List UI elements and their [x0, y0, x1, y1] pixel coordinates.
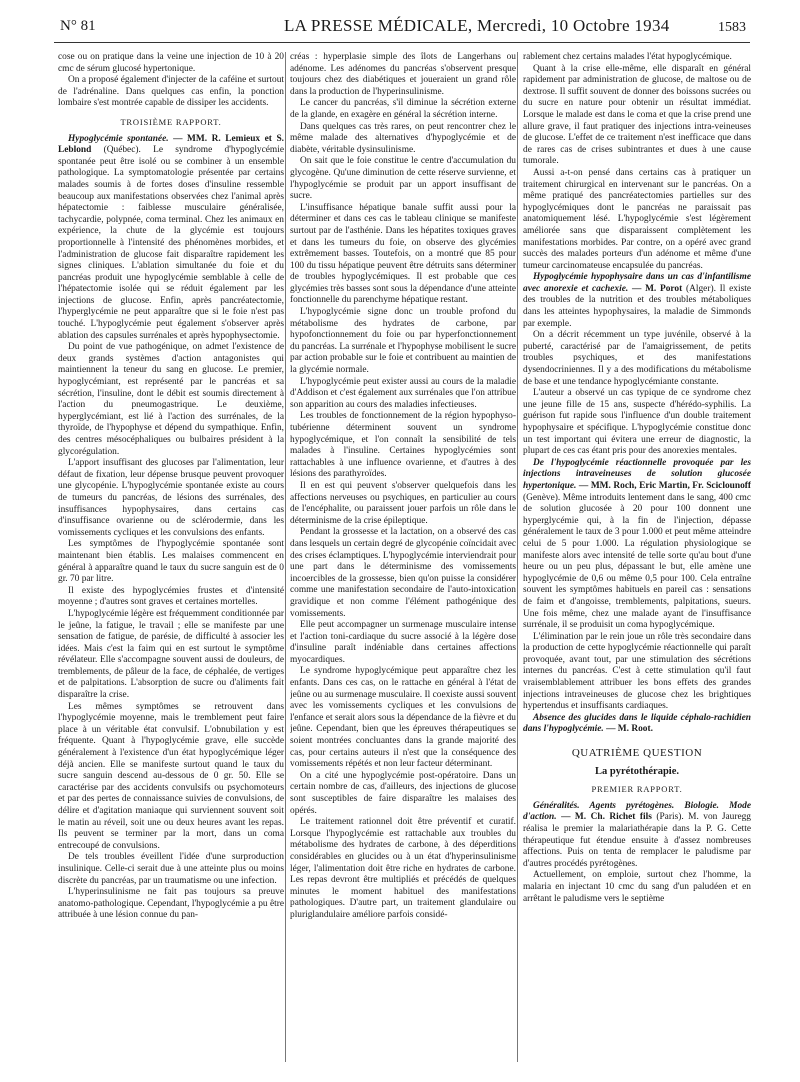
paragraph: cose ou on pratique dans la veine une injection de 10 à 20 cmc de sérum glucosé hypertonique.	[58, 52, 284, 74]
paragraph: Pendant la grossesse et la lactation, on a observé des cas dans lesquels un certain degré de glycopénie coïncidait avec des crises éclamptiques. L'hypoglycémie interviendrait pour une part dans le déterminisme des vomissements incoercibles de la grossesse, bien qu'on puisse la considérer comme une manifestation secondaire de l'auto-intoxication gravidique et non comme l'élément pathogénique des vomissements.	[290, 527, 516, 619]
paragraph: L'élimination par le rein joue un rôle très secondaire dans la production de cette hypoglycémie réactionnelle qui paraît provoquée, avant tout, par une stimulation des sécrétions internes du pancréas. C'est à cette stimulation qu'il faut vraisemblablement attribuer les bons effets des grandes injections intraveineuses de glucose chez les brightiques hypertendus et insuffisants cardiaques.	[523, 631, 751, 712]
paragraph: Les mêmes symptômes se retrouvent dans l'hypoglycémie moyenne, mais le tremblement peut faire place à un véritable état convulsif. L'obnubilation y est fréquente. Quant à l'hypoglycémie grave, elle succède généralement à l'existence d'un état hypoglycémique léger déjà ancien. Elle se manifeste surtout quand le taux du sucre sanguin descend au-dessous de 0 gr. 50. Elle se caractérise par des accidents convulsifs ou psychomoteurs et par des pertes de connaissance suivies de convulsions, de délire et d'agitation maniaque qui surviennent souvent soit le matin au réveil, soit une ou deux heures avant les repas. Ils peuvent se terminer par la mort, dans un coma entrecoupé de convulsions.	[58, 701, 284, 851]
column-divider	[285, 52, 286, 1062]
text-column-3	[523, 52, 751, 1072]
topic-heading: La pyrétothérapie.	[595, 765, 679, 777]
paragraph: créas : hyperplasie simple des îlots de Langerhans ou adénome. Les adénomes du pancréas s'observent presque toujours chez des diabétiques et joueraient un grand rôle dans la production de l'hyperinsulinisme.	[290, 52, 516, 97]
report-title: Absence des glucides dans le liquide céphalo-rachidien dans l'hypoglycémie.	[523, 712, 751, 735]
report-text: (Paris). M. von Jauregg réalisa le premier la malariathérapie dans la P. G. Cette thérapeutique fut étendue ensuite à d'assez nombreuses affections. Puis on tenta de remplacer le paludisme par d'autres procédés pyrétogènes.	[523, 812, 751, 869]
paragraph: Quant à la crise elle-même, elle disparaît en général rapidement par administration de glucose, de maltose ou de dextrose. Il suffit souvent de donner des boissons sucrées ou du sucre en nature pour obtenir un résultat immédiat. Lorsque le malade est dans le coma et que la crise prend une allure grave, il faut pratiquer des injections intra-veineuses de glucose. L'effet de ce traitement n'est inefficace que dans de rares cas de crises subintrantes et dues à une cause tumorale.	[523, 63, 751, 167]
report-authors: — M. Root.	[606, 724, 653, 735]
issue-number: N° 81	[60, 18, 96, 34]
journal-title	[284, 16, 670, 36]
text-column-2	[290, 52, 516, 1072]
paragraph: L'hypoglycémie peut exister aussi au cours de la maladie d'Addison et c'est également aux surrénales que l'on attribue son apparition au cours des maladies infectieuses.	[290, 376, 516, 410]
report-paragraph	[523, 458, 751, 632]
paragraph: Il en est qui peuvent s'observer quelquefois dans les affections nerveuses ou psychiques, en particulier au cours de l'encéphalite, ou paraissent jouer parfois un rôle dans le déterminisme de la crise épileptique.	[290, 480, 516, 526]
report-authors: — MM. R. Lemieux et S. Leblond	[58, 133, 284, 156]
paragraph: Les symptômes de l'hypoglycémie spontanée sont maintenant bien établis. Les malaises commencent en général à apparaître quand le taux du sucre sanguin est de 0 gr. 70 par litre.	[58, 539, 284, 585]
paragraph: Dans quelques cas très rares, on peut rencontrer chez le même malade des alternatives d'hypoglycémie et de diabète, véritable dysinsulinisme.	[290, 121, 516, 155]
paragraph: rablement chez certains malades l'état hypoglycémique.	[523, 52, 732, 62]
section-heading: TROISIÈME RAPPORT.	[120, 116, 222, 127]
paragraph: L'hypoglycémie légère est fréquemment conditionnée par le jeûne, la fatigue, le travail ; elle se manifeste par une sensation de fatigue, de parésie, de difficulté à associer les idées. Mais c'est la faim qui en est surtout le symptôme révélateur. Elle s'accompagne souvent aussi de douleurs, de tremblements, de pâleur de la face, de céphalée, de vertiges et de palpitations. L'absorption de sucre ou d'aliments fait disparaître la crise.	[58, 608, 284, 701]
paragraph: L'auteur a observé un cas typique de ce syndrome chez une jeune fille de 15 ans, suspecte d'hérédo-syphilis. La guérison fut rapide sous l'influence d'un double traitement hypophysaire et spécifique. L'hypoglycémie constitue donc un test important qui évitera une erreur de diagnostic, la plupart de ces cas étant pris pour des anorexies mentales.	[523, 388, 751, 457]
report-text: (Québec). Le syndrome d'hypoglycémie spontanée peut être isolé ou se combiner à un ensemble pathologique. La symptomatologie présentée par certains malades soumis à de fortes doses d'insuline ressemble beaucoup aux manifestations observées chez l'animal après hépatectomie : faiblesse musculaire généralisée, tachycardie, polypnée, coma terminal. Chez les animaux en expérience, la chute de la glycémie est toujours proportionnelle à l'intensité des phénomènes morbides, et l'administration de glucose fait disparaître rapidement les signes cliniques. L'ablation simultanée du foie et du pancréas produit une hypoglycémie semblable à celle de l'hépatectomie isolée qui se réduit également par les injections de glucose. Enfin, après pancréatectomie, l'hyperglycémie ne peut apparaître que si le foie n'est pas touché. L'hypoglycémie peut également s'observer après ablation des capsules surrénales et après hypophysectomie.	[58, 145, 284, 341]
paragraph: L'hypoglycémie signe donc un trouble profond du métabolisme des hydrates de carbone, par hypofonctionnement du foie ou par hyperfonctionnement du pancréas. La surrénale et l'hypophyse mobilisent le sucre par action probable sur le foie et contribuent au maintien de la glycémie normale.	[290, 307, 516, 376]
issue-date: Mercredi, 10 Octobre 1934	[477, 16, 670, 35]
page-number: 1583	[718, 20, 746, 35]
report-paragraph	[58, 134, 284, 343]
report-text: (Alger). Il existe des troubles de la nutrition et des troubles métaboliques dans les atteintes hypophysaires, la maladie de Simmonds par exemple.	[523, 283, 751, 329]
report-title: Hypoglycémie hypophysaire dans un cas d'infantilisme avec anorexie et cachexie.	[523, 272, 751, 294]
paragraph: Elle peut accompagner un surmenage musculaire intense et l'action toni-cardiaque du sucre associé à la légère dose d'insuline paraît indéniable dans certaines affections myocardiques.	[290, 620, 516, 665]
paragraph: On sait que le foie constitue le centre d'accumulation du glycogène. Qu'une diminution de cette réserve survienne, et l'hypoglycémie se produit par un apport insuffisant de sucre.	[290, 156, 516, 202]
text-column-1	[58, 52, 284, 1072]
report-text: (Genève). Même introduits lentement dans le sang, 400 cmc de solution glucosée à 20 pour 100 donnent une hyperglycémie qui, à la fin de l'injection, dépasse généralement le taux de 3 pour 1.000 et peut même atteindre celui de 5 pour 1.000. La régulation physiologique se manifeste alors avec intensité de telle sorte qu'au bout d'une heure ou un peu plus, dépassant le but, elle amène une hypoglycémie de 0,6 ou même 0,5 pour 100. Cela entraîne souvent les symptômes habituels en pareil cas : sensations de faim et d'angoisse, tremblements, palpitations, sueurs. Une fois même, chez une malade ayant de l'insuffisance surrénale, il se produisit un coma hypoglycémique.	[523, 492, 751, 631]
paragraph: Il existe des hypoglycémies frustes et d'intensité moyenne ; d'autres sont graves et certaines mortelles.	[58, 585, 284, 608]
report-authors: — MM. Roch, Eric Martin, Fr. Sciclounoff	[578, 480, 751, 491]
report-title: Hypoglycémie spontanée.	[68, 133, 169, 144]
paragraph: On a décrit récemment un type juvénile, observé à la puberté, caractérisé par de l'amaigrissement, de petits troubles psychiques, et des manifestations dysendocriniennes. Il y a des modifications du métabolisme de base et une tendance hypoglycémiante constante.	[523, 330, 751, 387]
paragraph: L'insuffisance hépatique banale suffit aussi pour la déterminer et dans ces cas le tableau clinique se manifeste surtout par de l'asthénie. Dans les hépatites toxiques graves et dans les tumeurs du foie, on observe des glycémies extrêmement basses. Toutefois, on a montré que 85 pour 100 du tissu hépatique peuvent être détruits sans déterminer de troubles hypoglycémiques. Il est probable que ces glycémies très basses sont sous la dépendance d'une atteinte fonctionnelle du parenchyme hépatique restant.	[290, 202, 516, 306]
report-title: Généralités. Agents pyrétogènes. Biologie. Mode d'action.	[523, 800, 751, 823]
report-authors: — M. Porot	[631, 283, 683, 294]
paragraph: Aussi a-t-on pensé dans certains cas à pratiquer un traitement chirurgical en intervenant sur le pancréas. On a même pratiqué des pancréatectomies partielles sur des hypoglycémiques dont le pancréas ne paraissait pas anatomiquement lésé. L'hypoglycémie s'est légèrement améliorée sans que disparaissent complètement les manifestations morbides. Par contre, on a opéré avec grand succès des malades porteurs d'un adénome et même d'une tumeur carcinomateuse encapsulée du pancréas.	[523, 167, 751, 271]
page-header	[54, 14, 750, 43]
paragraph: On a proposé également d'injecter de la caféine et surtout de l'adrénaline. Dans quelques cas enfin, la ponction lombaire s'est montrée capable de dissiper les accidents.	[58, 75, 284, 109]
report-title: De l'hypoglycémie réactionnelle provoquée par les injections intraveineuses de solution glucosée hypertonique.	[523, 457, 751, 491]
section-heading: PREMIER RAPPORT.	[591, 784, 683, 795]
report-paragraph	[523, 272, 751, 330]
paragraph: Le traitement rationnel doit être préventif et curatif. Lorsque l'hypoglycémie est rattachable aux troubles du métabolisme des hydrates de carbone, à des déperditions considérables en glucides ou à un état d'hyperinsulinisme léger, l'alimentation doit être riche en hydrates de carbone. Les repas devront être multipliés et précédés de quelques minutes le moment habituel des manifestations pathologiques. D'autre part, un traitement glandulaire ou pluriglandulaire améliore parfois considé-	[290, 817, 516, 920]
report-paragraph	[523, 801, 751, 871]
paragraph: Actuellement, on emploie, surtout chez l'homme, la malaria en injectant 10 cmc du sang d'un paludéen et en arrêtant le paludisme vers le septième	[523, 870, 751, 904]
report-paragraph	[523, 713, 751, 736]
paragraph: Le cancer du pancréas, s'il diminue la sécrétion externe de la glande, en exagère en général la sécrétion interne.	[290, 98, 516, 120]
paragraph: De tels troubles éveillent l'idée d'une surproduction insulinique. Celle-ci serait due à une atteinte plus ou moins discrète du pancréas, par un traumatisme ou une infection.	[58, 852, 284, 886]
paragraph: L'hyperinsulinisme ne fait pas toujours sa preuve anatomo-pathologique. Cependant, l'hypoglycémie a pu être attribuée à une lésion connue du pan-	[58, 887, 284, 921]
paragraph: On a cité une hypoglycémie post-opératoire. Dans un certain nombre de cas, d'ailleurs, des injections de glucose sont susceptibles de faire disparaître les malaises des opérés.	[290, 770, 516, 816]
journal-name: LA PRESSE MÉDICALE,	[284, 16, 473, 35]
paragraph: L'apport insuffisant des glucoses par l'alimentation, leur défaut de fixation, leur dépense brusque peuvent provoquer une glycopénie. L'hypoglycémie spontanée existe au cours de tumeurs du pancréas, de lésions des surrénales, des insuffisances hypophysaires, dans certains cas d'insuffisance ovarienne ou de sclérodermie, dans les vomissements cycliques et les convulsions des enfants.	[58, 458, 284, 538]
column-divider	[517, 52, 518, 1062]
question-heading: QUATRIÈME QUESTION	[571, 747, 703, 760]
paragraph: Les troubles de fonctionnement de la région hypophyso-tubérienne déterminent souvent un syndrome hypoglycémique, et l'on connaît la sensibilité de tels malades à l'insuline. Certaines hypoglycémies sont rattachables à une influence ovarienne, et d'autres à des lésions des parathyroïdes.	[290, 411, 516, 480]
paragraph: Du point de vue pathogénique, on admet l'existence de deux grands systèmes d'action antagonistes qui maintiennent la teneur du sang en glucose. Le premier, hypoglycémiant, est représenté par le pancréas et sa sécrétion, l'insuline, dont le débit est soumis directement à l'action du pneumogastrique. Le deuxième, hyperglycémiant, est lié à l'action des surrénales, de la thyroïde, de l'hypophyse et dépend du sympathique. Enfin, des centres mésocéphaliques ou bulbaires président à la glycorégulation.	[58, 342, 284, 457]
paragraph: Le syndrome hypoglycémique peut apparaître chez les enfants. Dans ces cas, on le rattache en général à l'état de jeûne ou au surmenage musculaire. Il coexiste aussi souvent avec les vomissements cycliques et les convulsions de l'enfance et serait alors sous la dépendance de la fièvre et du jeûne. Cependant, bien que les épreuves thérapeutiques se soient montrées concluantes dans la grande majorité des cas, pour certains auteurs il n'est que la conséquence des vomissements répétés et non leur facteur déterminant.	[290, 666, 516, 770]
report-authors: — M. Ch. Richet fils	[561, 812, 652, 823]
